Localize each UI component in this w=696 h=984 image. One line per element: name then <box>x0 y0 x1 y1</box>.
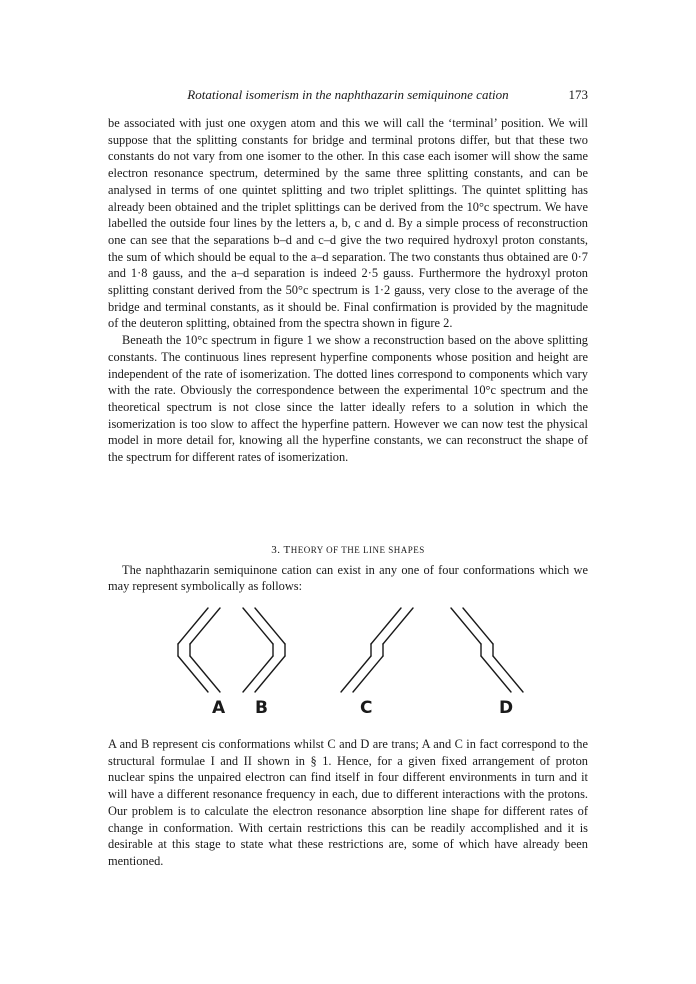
section-number: 3. <box>271 544 281 556</box>
conformation-c-symbol <box>341 608 413 692</box>
page-number: 173 <box>568 87 588 102</box>
section-heading <box>108 542 588 559</box>
paragraph-2: Beneath the 10°c spectrum in figure 1 we show a reconstruction based on the above splitting constants. The continuous lines represent hyperfine components whose position and height are independent of the rate of isomerization. The dotted lines correspond to components which vary with the rate. Obviously the correspondence between the experimental 10°c spectrum and the theoretical spectrum is not close since the latter ideally refers to a solution in which the isomerization is too slow to affect the hyperfine pattern. However we can now test the physical model in more detail for, knowing all the hyperfine constants, we can reconstruct the shape of the spectrum for different rates of isomerization. <box>108 333 588 465</box>
section-title-rest: HEORY OF THE LINE SHAPES <box>290 545 425 555</box>
conformation-a-symbol <box>178 608 220 692</box>
body-text <box>108 115 588 466</box>
section-3 <box>108 542 588 595</box>
conformation-d-symbol <box>451 608 523 692</box>
section-title-first-letter: T <box>283 544 291 556</box>
conformation-label-a: A <box>212 698 226 718</box>
conformation-b-symbol <box>243 608 285 692</box>
paragraph-1: be associated with just one oxygen atom and this we will call the ‘terminal’ position. We will suppose that the splitting constants for bridge and terminal protons differ, but that these two constants do not vary from one isomer to the other. In this case each isomer will show the same electron resonance spectrum, determined by the same three splitting constants, and can be analysed in terms of one quintet splitting and two triplet splittings. The quintet splitting has already been obtained and the triplet splittings can be derived from the 10°c spectrum. We have labelled the outside four lines by the letters a, b, c and d. By a simple process of reconstruction one can see that the separations b–d and c–d give the two required hydroxyl proton constants, the sum of which should be equal to the a–d separation. The two constants thus obtained are 0·7 and 1·8 gauss, and the a–d separation is indeed 2·5 gauss. Furthermore the hydroxyl proton splitting constant derived from the 50°c spectrum is 1·2 gauss, very close to the average of the bridge and terminal constants, as it should be. Final confirmation is provided by the magnitude of the deuteron splitting, obtained from the spectra shown in figure 2. <box>108 116 588 331</box>
running-header <box>108 86 588 104</box>
body-text-lower <box>108 736 588 870</box>
conformation-label-d: D <box>499 698 514 718</box>
section-intro: The naphthazarin semiquinone cation can exist in any one of four conformations which we may represent symbolically as follows: <box>108 562 588 594</box>
conformation-symbols <box>108 600 588 700</box>
running-title: Rotational isomerism in the naphthazarin semiquinone cation <box>187 87 509 102</box>
conformation-label-b: B <box>255 698 268 718</box>
paragraph-after-figure: A and B represent cis conformations whilst C and D are trans; A and C in fact correspond to the structural formulae I and II shown in § 1. Hence, for a given fixed arrangement of proton nuclear spins the unpaired electron can find itself in four different environments in turn and it will have a different resonance frequency in each, due to different interactions with the protons. Our problem is to calculate the electron resonance absorption line shape for different rates of change in conformation. With certain restrictions this can be readily accomplished and it is desirable at this stage to state what these restrictions are, some of which have already been mentioned. <box>108 737 588 868</box>
conformation-label-c: C <box>360 698 373 718</box>
conformation-figure <box>108 600 588 720</box>
